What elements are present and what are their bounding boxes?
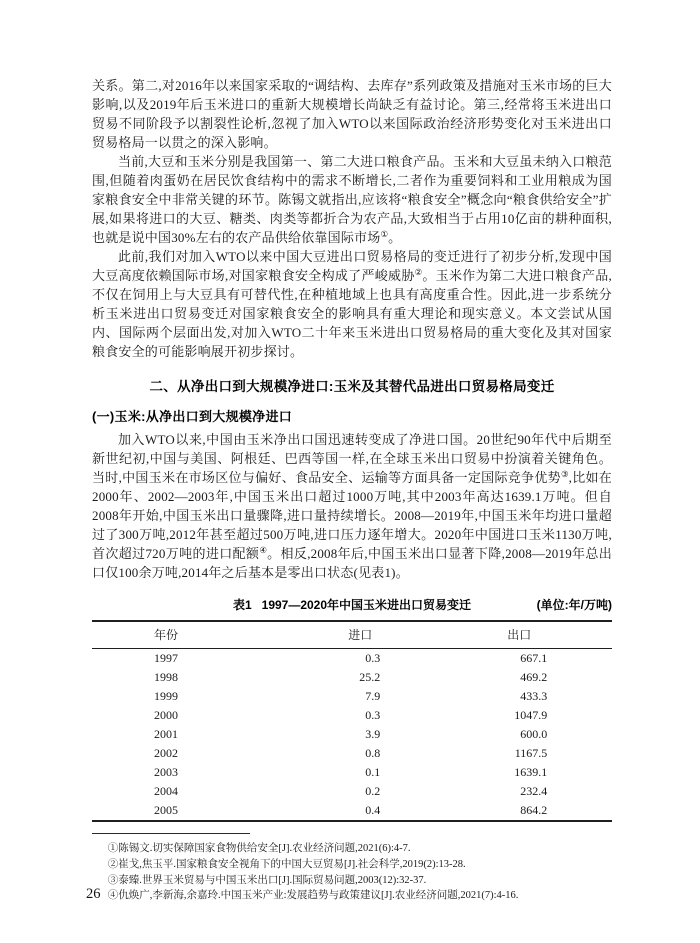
footnote-divider <box>92 833 250 834</box>
import-cell: 0.2 <box>365 784 381 798</box>
section-heading: 二、从净出口到大规模净进口:玉米及其替代品进出口贸易格局变迁 <box>149 379 555 394</box>
table-title: 1997—2020年中国玉米进出口贸易变迁 <box>261 598 472 612</box>
import-cell: 0.3 <box>365 651 381 665</box>
table-row <box>92 706 612 725</box>
paragraph-4: 加入WTO以来,中国由玉米净出口国迅速转变成了净进口国。20世纪90年代中后期至新世纪初,中国与美国、阿根廷、巴西等国一样,在全球玉米出口贸易中扮演着关键角色。当时,中国玉米在市场区位与偏好、食品安全、运输等方面具备一定国际竞争优势③,比如在2000年、2002—2003年,中国玉米出口超过1000万吨,其中2003年高达1639.1万吨。但自2008年开始,中国玉米出口量骤降,进口量持续增长。2008—2019年,中国玉米年均进口量超过了300万吨,2012年甚至超过500万吨,进口压力逐年增大。2020年中国进口玉米1130万吨,首次超过720万吨的进口配额④。相反,2008年后,中国玉米出口显著下降,2008—2019年总出口仅100余万吨,2014年之后基本是零出口状态(见表1)。 <box>92 432 612 580</box>
year-cell: 2004 <box>154 784 178 798</box>
column-header-year: 年份 <box>154 628 179 642</box>
table-caption <box>92 596 612 613</box>
column-header-export: 出口 <box>507 628 532 642</box>
footnote-ref: ② <box>414 267 423 277</box>
table-header-row <box>92 621 612 649</box>
footnote-ref: ① <box>380 229 389 239</box>
export-cell: 1047.9 <box>514 708 548 722</box>
table-header <box>92 621 612 649</box>
export-cell: 1167.5 <box>514 746 548 760</box>
paragraph-1: 关系。第二,对2016年以来国家采取的“调结构、去库存”系列政策及措施对玉米市场的巨大影响,以及2019年后玉米进口的重新大规模增长尚缺乏有益讨论。第三,经常将玉米进出口贸易不同阶段予以割裂性论析,忽视了加入WTO以来国际政治经济形势变化对玉米进出口贸易格局一以贯之的深入影响。 <box>92 78 612 150</box>
export-cell: 667.1 <box>520 651 548 665</box>
year-cell: 1999 <box>154 689 178 703</box>
table-row <box>92 782 612 801</box>
import-cell: 25.2 <box>359 670 381 684</box>
table-row <box>92 763 612 782</box>
page-content <box>92 76 612 904</box>
footnote-item: ③泰臻.世界玉米贸易与中国玉米出口[J].国际贸易问题,2003(12):32-37. <box>107 874 427 886</box>
footnote-item: ④仇焕广,李新海,余嘉玲.中国玉米产业:发展趋势与政策建议[J].农业经济问题,2021(7):4-16. <box>107 890 519 902</box>
year-cell: 2005 <box>154 803 178 817</box>
import-cell: 0.8 <box>365 746 381 760</box>
paragraph-2: 当前,大豆和玉米分别是我国第一、第二大进口粮食产品。玉米和大豆虽未纳入口粮范围,但随着肉蛋奶在居民饮食结构中的需求不断增长,二者作为重要饲料和工业用粮成为国家粮食安全中非常关键的环节。陈锡文就指出,应该将“粮食安全”概念向“粮食供给安全”扩展,如果将进口的大豆、糖类、肉类等都折合为农产品,大致相当于占用10亿亩的耕种面积,也就是说中国30%左右的农产品供给依靠国际市场①。 <box>92 154 612 245</box>
page-number: 26 <box>86 886 101 902</box>
year-cell: 2002 <box>154 746 178 760</box>
footnote-item: ①陈锡文.切实保障国家食物供给安全[J].农业经济问题,2021(6):4-7. <box>107 843 411 854</box>
table-row <box>92 687 612 706</box>
year-cell: 2001 <box>154 727 178 741</box>
corn-trade-table <box>92 620 612 822</box>
export-cell: 232.4 <box>520 784 548 798</box>
table-block <box>92 596 612 822</box>
paragraph-3: 此前,我们对加入WTO以来中国大豆进出口贸易格局的变迁进行了初步分析,发现中国大豆高度依赖国际市场,对国家粮食安全构成了严峻威胁②。玉米作为第二大进口粮食产品,不仅在饲用上与大豆具有可替代性,在种植地域上也具有高度重合性。因此,进一步系统分析玉米进出口贸易变迁对国家粮食安全的影响具有重大理论和现实意义。本文尝试从国内、国际两个层面出发,对加入WTO二十年来玉米进出口贸易格局的重大变化及其对国家粮食安全的可能影响展开初步探讨。 <box>92 249 612 359</box>
year-cell: 2000 <box>154 708 178 722</box>
column-header-import: 进口 <box>348 628 373 642</box>
import-cell: 3.9 <box>365 727 381 741</box>
export-cell: 600.0 <box>520 727 548 741</box>
year-cell: 1997 <box>154 651 178 665</box>
export-cell: 1639.1 <box>514 765 548 779</box>
table-row <box>92 744 612 763</box>
import-cell: 0.4 <box>365 803 381 817</box>
subsection-heading: (一)玉米:从净出口到大规模净进口 <box>92 409 293 424</box>
table-row <box>92 801 612 821</box>
year-cell: 2003 <box>154 765 178 779</box>
footnote-ref: ③ <box>560 469 569 479</box>
export-cell: 433.3 <box>520 689 548 703</box>
table-unit: (单位:年/万吨) <box>536 598 612 612</box>
table-row <box>92 725 612 744</box>
export-cell: 469.2 <box>520 670 548 684</box>
year-cell: 1998 <box>154 670 178 684</box>
footnotes <box>92 841 612 904</box>
table-body <box>92 649 612 822</box>
table-row <box>92 668 612 687</box>
import-cell: 7.9 <box>365 689 381 703</box>
table-row <box>92 649 612 669</box>
footnote-ref: ④ <box>259 545 268 555</box>
table-label: 表1 <box>232 598 252 612</box>
footnote-item: ②崔戈,焦玉平.国家粮食安全视角下的中国大豆贸易[J].社会科学,2019(2):13-28. <box>107 858 466 870</box>
import-cell: 0.1 <box>365 765 381 779</box>
import-cell: 0.3 <box>365 708 381 722</box>
export-cell: 864.2 <box>520 803 548 817</box>
